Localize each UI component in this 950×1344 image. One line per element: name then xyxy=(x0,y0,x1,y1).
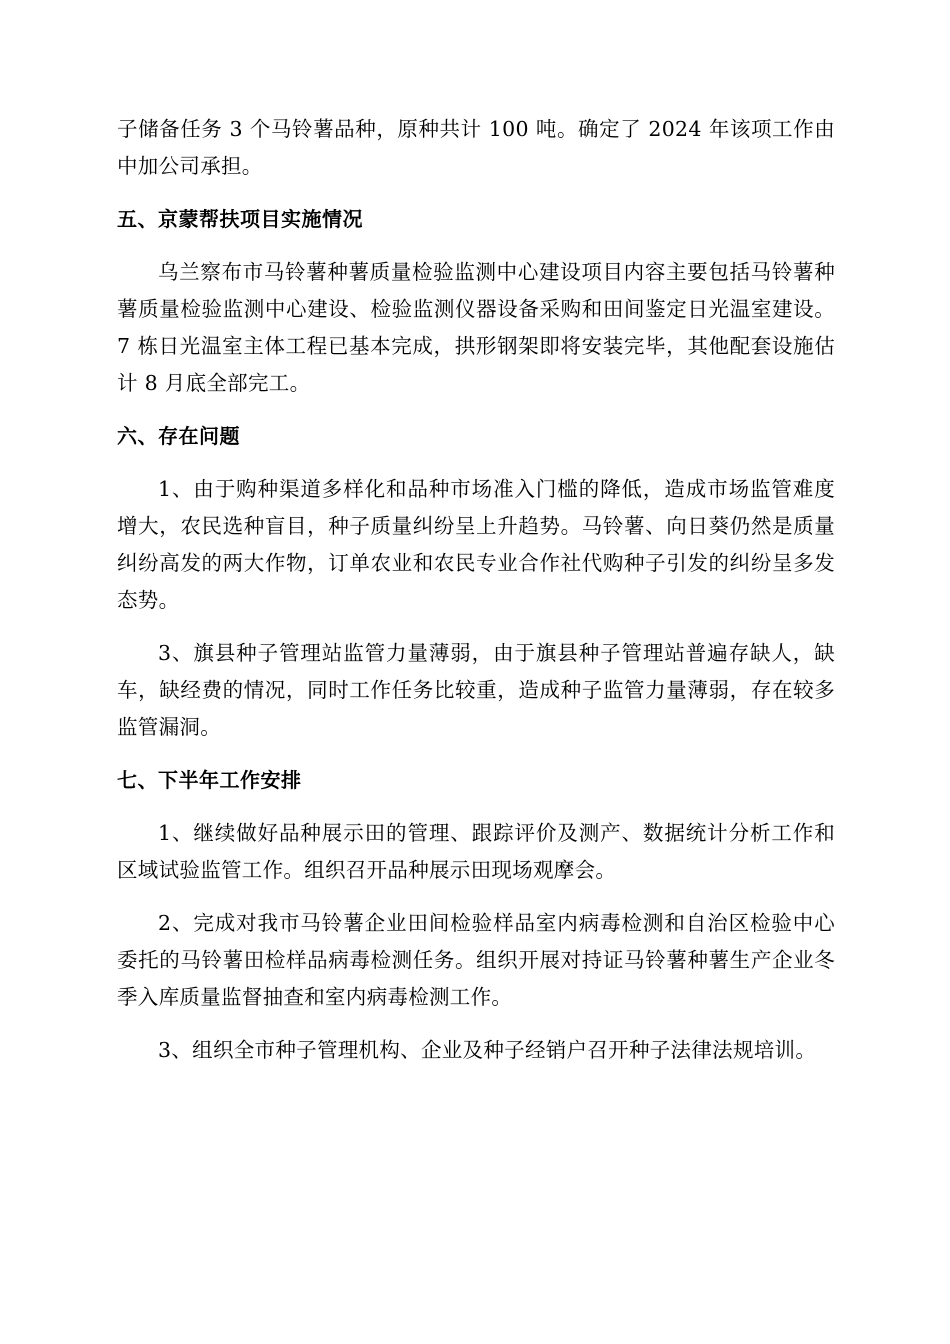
paragraph-7-3: 3、组织全市种子管理机构、企业及种子经销户召开种子法律法规培训。 xyxy=(158,1038,817,1062)
paragraph-continuation: 子储备任务 3 个马铃薯品种，原种共计 100 吨。确定了 2024 年该项工作由中加公司承担。 xyxy=(117,117,835,178)
section-heading-6: 六、存在问题 xyxy=(117,424,240,448)
document-page xyxy=(117,111,835,1069)
paragraph-6-1: 1、由于购种渠道多样化和品种市场准入门槛的降低，造成市场监管难度增大，农民选种盲目，种子质量纠纷呈上升趋势。马铃薯、向日葵仍然是质量纠纷高发的两大作物，订单农业和农民专业合作社代购种子引发的纠纷呈多发态势。 xyxy=(117,477,835,612)
section-heading-7: 七、下半年工作安排 xyxy=(117,768,302,792)
paragraph-6-3: 3、旗县种子管理站监管力量薄弱，由于旗县种子管理站普遍存缺人，缺车，缺经费的情况，同时工作任务比较重，造成种子监管力量薄弱，存在较多监管漏洞。 xyxy=(117,641,835,739)
paragraph-7-1: 1、继续做好品种展示田的管理、跟踪评价及测产、数据统计分析工作和区域试验监管工作。组织召开品种展示田现场观摩会。 xyxy=(117,821,835,882)
paragraph-7-2: 2、完成对我市马铃薯企业田间检验样品室内病毒检测和自治区检验中心委托的马铃薯田检样品病毒检测任务。组织开展对持证马铃薯种薯生产企业冬季入库质量监督抽查和室内病毒检测工作。 xyxy=(117,911,835,1009)
paragraph-5-1: 乌兰察布市马铃薯种薯质量检验监测中心建设项目内容主要包括马铃薯种薯质量检验监测中心建设、检验监测仪器设备采购和田间鉴定日光温室建设。7 栋日光温室主体工程已基本完成，拱形钢架即将安装完毕，其他配套设施估计 8 月底全部完工。 xyxy=(117,260,835,395)
section-heading-5: 五、京蒙帮扶项目实施情况 xyxy=(117,207,363,231)
